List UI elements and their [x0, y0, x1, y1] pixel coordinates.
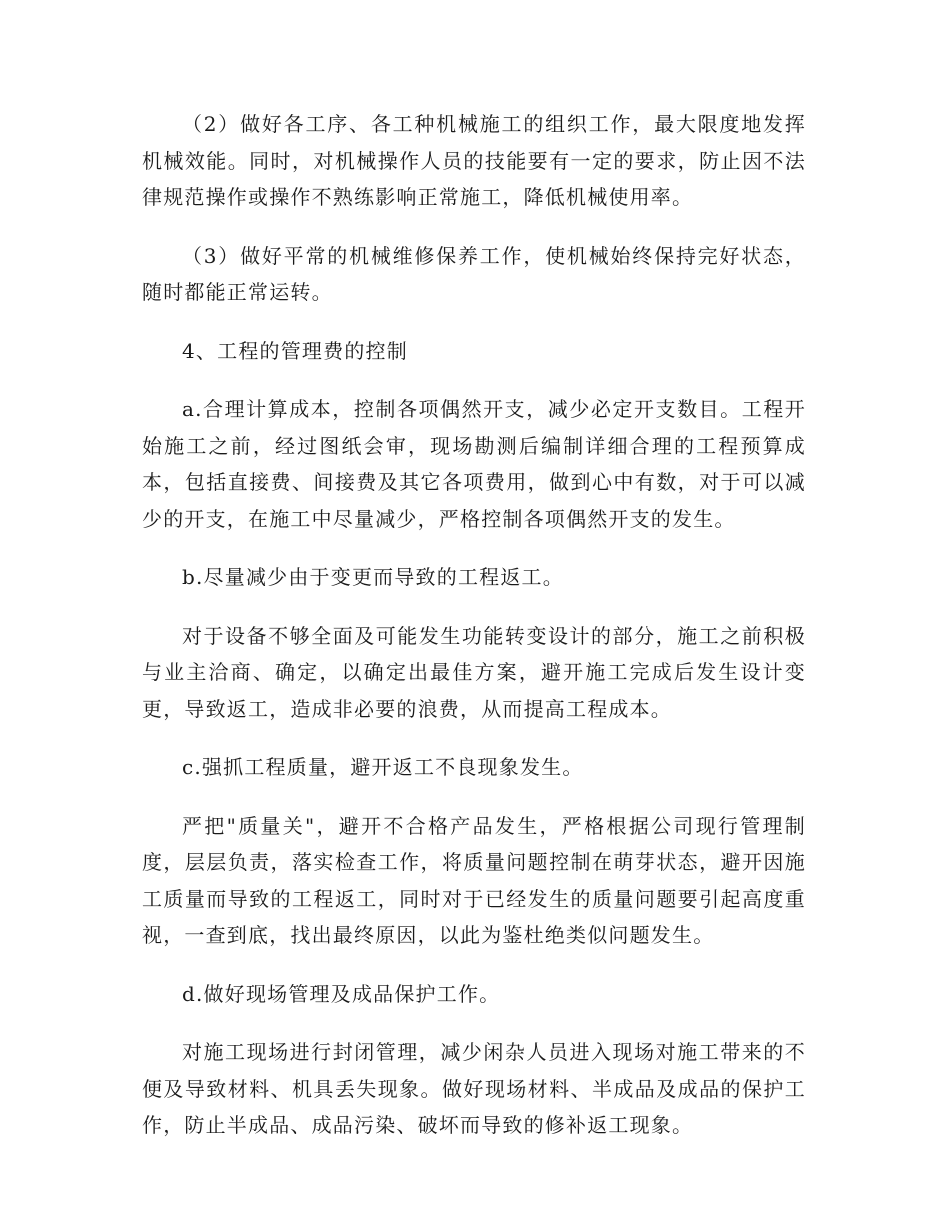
paragraph-item-b-detail: 对于设备不够全面及可能发生功能转变设计的部分，施工之前积极与业主洽商、确定，以确定出最佳方案，避开施工完成后发生设计变更，导致返工，造成非必要的浪费，从而提高工程成本。: [142, 623, 806, 721]
document-body: [142, 106, 806, 1166]
paragraph-item-c-detail: 严把"质量关"，避开不合格产品发生，严格根据公司现行管理制度，层层负责，落实检查工作，将质量问题控制在萌芽状态，避开因施工质量而导致的工程返工，同时对于已经发生的质量问题要引起高度重视，一查到底，找出最终原因，以此为鉴杜绝类似问题发生。: [142, 813, 806, 947]
paragraph-item-d: d.做好现场管理及成品保护工作。: [182, 981, 501, 1006]
paragraph-item-d-detail: 对施工现场进行封闭管理，减少闲杂人员进入现场对施工带来的不便及导致材料、机具丢失现象。做好现场材料、半成品及成品的保护工作，防止半成品、成品污染、破坏而导致的修补返工现象。: [142, 1040, 806, 1137]
paragraph-item-a: a.合理计算成本，控制各项偶然开支，减少必定开支数目。工程开始施工之前，经过图纸会审，现场勘测后编制详细合理的工程预算成本，包括直接费、间接费及其它各项费用，做到心中有数，对于可以减少的开支，在施工中尽量减少，严格控制各项偶然开支的发生。: [142, 397, 806, 531]
paragraph-item-b: b.尽量减少由于变更而导致的工程返工。: [182, 565, 564, 589]
paragraph-item-c: c.强抓工程质量，避开返工不良现象发生。: [182, 755, 584, 779]
paragraph-machine-maintenance: （3）做好平常的机械维修保养工作，使机械始终保持完好状态，随时都能正常运转。: [142, 243, 806, 304]
paragraph-machine-organization: （2）做好各工序、各工种机械施工的组织工作，最大限度地发挥机械效能。同时，对机械操作人员的技能要有一定的要求，防止因不法律规范操作或操作不熟练影响正常施工，降低机械使用率。: [142, 112, 806, 209]
section-heading-management-cost: 4、工程的管理费的控制: [182, 338, 408, 363]
